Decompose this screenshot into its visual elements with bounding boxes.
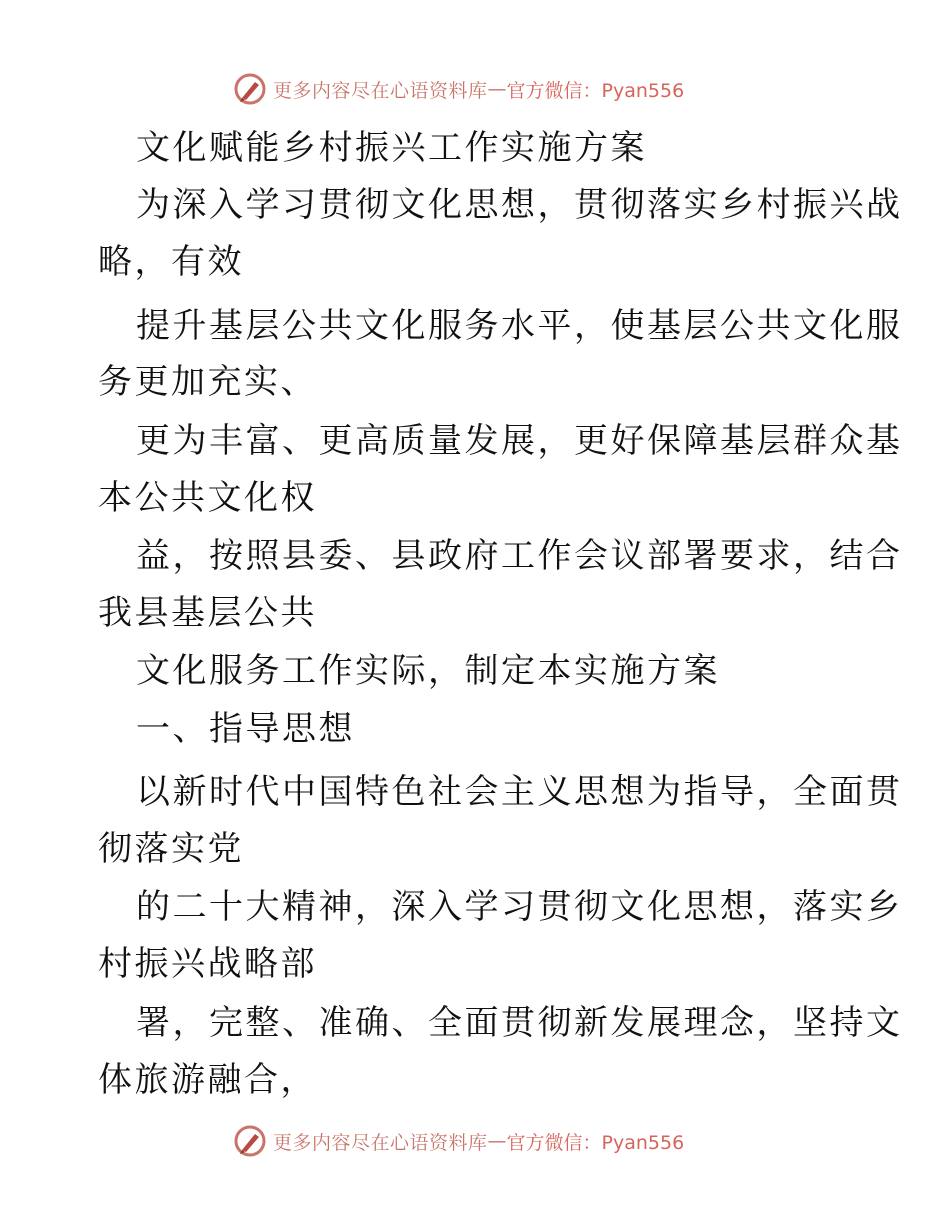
paragraph-line: 益，按照县委、县政府工作会议部署要求，结合 xyxy=(136,536,903,576)
watermark-text: 更多内容尽在心语资料库 xyxy=(273,79,488,102)
watermark-text: 更多内容尽在心语资料库 xyxy=(273,1131,488,1154)
document-title: 文化赋能乡村振兴工作实施方案 xyxy=(136,128,647,168)
pen-logo-icon xyxy=(233,1124,267,1158)
paragraph-line: 体旅游融合， xyxy=(98,1060,317,1100)
paragraph-line: 略，有效 xyxy=(98,242,244,282)
watermark-separator: — xyxy=(487,78,507,100)
paragraph-line: 彻落实党 xyxy=(98,829,244,869)
watermark-wechat: 官方微信：Pyan556 xyxy=(506,1131,685,1154)
paragraph-line: 以新时代中国特色社会主义思想为指导，全面贯 xyxy=(136,772,903,812)
watermark-separator: — xyxy=(487,1130,507,1152)
paragraph-line: 提升基层公共文化服务水平，使基层公共文化服 xyxy=(136,306,903,346)
paragraph-line: 我县基层公共 xyxy=(98,593,317,633)
watermark-wechat: 官方微信：Pyan556 xyxy=(506,79,685,102)
paragraph-line: 文化服务工作实际，制定本实施方案 xyxy=(136,651,720,691)
footer-watermark xyxy=(233,1124,684,1158)
section-heading: 一、指导思想 xyxy=(136,709,355,749)
paragraph-line: 本公共文化权 xyxy=(98,478,317,518)
paragraph-line: 的二十大精神，深入学习贯彻文化思想，落实乡 xyxy=(136,887,903,927)
paragraph-line: 署，完整、准确、全面贯彻新发展理念，坚持文 xyxy=(136,1003,903,1043)
pen-logo-icon xyxy=(233,72,267,106)
paragraph-line: 为深入学习贯彻文化思想，贯彻落实乡村振兴战 xyxy=(136,185,903,225)
paragraph-line: 更为丰富、更高质量发展，更好保障基层群众基 xyxy=(136,421,903,461)
header-watermark xyxy=(233,72,684,106)
paragraph-line: 村振兴战略部 xyxy=(98,944,317,984)
paragraph-line: 务更加充实、 xyxy=(98,362,317,402)
